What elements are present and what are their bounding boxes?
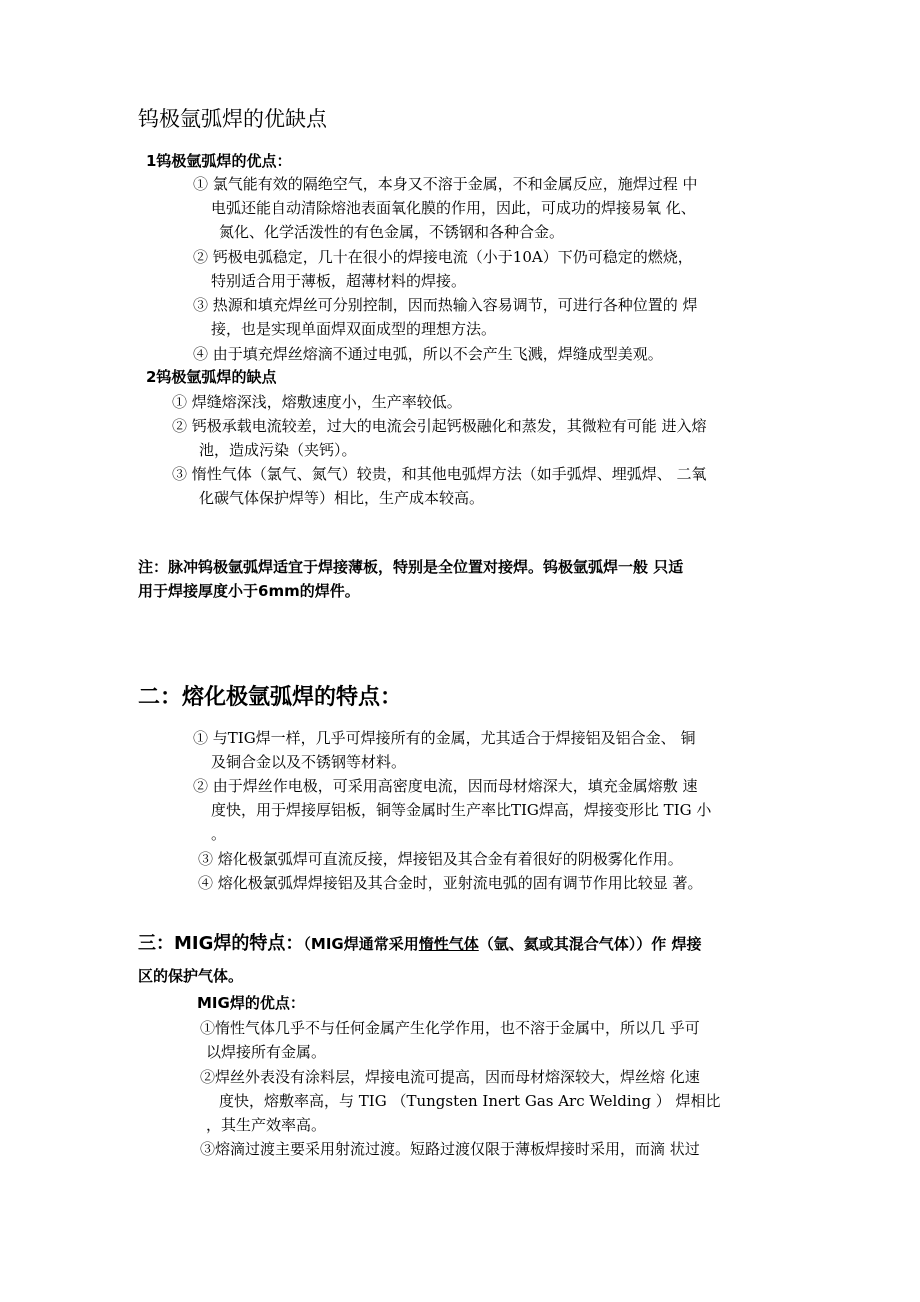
tig-dis-3-line-1: ③ 惰性气体（氯气、氮气）较贵，和其他电弧焊方法（如手弧焊、埋弧焊、 二氧 — [172, 465, 707, 483]
mig-adv-1-line-2: 以焊接所有金属。 — [206, 1043, 327, 1061]
mig-adv-1-line-1: ①惰性气体几乎不与任何金属产生化学作用，也不溶于金属中，所以几 乎可 — [200, 1019, 700, 1037]
tig-adv-4-line-1: ④ 由于填充焊丝熔滴不通过电弧，所以不会产生飞溅，焊缝成型美观。 — [193, 345, 663, 363]
mig-melt-1-line-1: ① 与TIG焊一样，几乎可焊接所有的金属，尤其适合于焊接铝及铝合金、 铜 — [193, 729, 696, 747]
tig-dis-3-line-2: 化碳气体保护焊等）相比，生产成本较高。 — [199, 489, 485, 507]
mig-melt-3-line-1: ③ 熔化极氯弧焊可直流反接，焊接铝及其合金有着很好的阴极雾化作用。 — [198, 850, 683, 868]
tig-adv-3-line-1: ③ 热源和填充焊丝可分别控制，因而热输入容易调节，可进行各种位置的 焊 — [193, 296, 698, 314]
mig-adv-3-line-1: ③熔滴过渡主要采用射流过渡。短路过渡仅限于薄板焊接时采用，而滴 状过 — [200, 1140, 700, 1158]
mig-title-main: 三：MIG焊的特点： — [138, 933, 304, 954]
mig-advantages-heading: MIG焊的优点： — [197, 994, 305, 1012]
tig-adv-2-line-2: 特别适合用于薄板，超薄材料的焊接。 — [211, 272, 467, 290]
mig-melt-2-line-1: ② 由于焊丝作电极，可采用高密度电流，因而母材熔深大，填充金属熔敷 速 — [193, 777, 698, 795]
tig-note-line-1: 注：脉冲钨极氩弧焊适宜于焊接薄板，特别是全位置对接焊。钨极氩弧焊一般 只适 — [138, 558, 684, 576]
tig-note-line-2: 用于焊接厚度小于6mm的焊件。 — [138, 582, 360, 600]
section-title-mig — [138, 929, 701, 955]
mig-adv-2-line-2: 度快，熔敷率高，与 TIG （Tungsten Inert Gas Arc Welding ） 焊相比 — [219, 1092, 721, 1110]
mig-title-prefix: （MIG焊通常采用 — [303, 935, 419, 953]
tig-adv-1-line-3: 氮化、化学活泼性的有色金属，不锈钢和各种合金。 — [219, 223, 565, 241]
tig-adv-1-line-2: 电弧还能自动清除熔池表面氧化膜的作用，因此，可成功的焊接易氧 化、 — [211, 199, 696, 217]
tig-adv-3-line-2: 接，也是实现单面焊双面成型的理想方法。 — [211, 320, 497, 338]
tig-adv-2-line-1: ② 钙极电弧稳定，几十在很小的焊接电流（小于10A）下仍可稳定的燃烧， — [193, 248, 693, 266]
mig-adv-2-line-3: ，其生产效率高。 — [206, 1116, 327, 1134]
tig-advantages-heading: 1钨极氩弧焊的优点： — [146, 152, 292, 170]
mig-melt-4-line-1: ④ 熔化极氯弧焊焊接铝及其合金时，亚射流电弧的固有调节作用比较显 著。 — [198, 874, 703, 892]
tig-dis-2-line-1: ② 钙极承载电流较差，过大的电流会引起钙极融化和蒸发，其微粒有可能 进入熔 — [172, 417, 707, 435]
tig-adv-1-line-1: ① 氯气能有效的隔绝空气，本身又不溶于金属，不和金属反应，施焊过程 中 — [193, 175, 698, 193]
mig-title-suffix: （氩、氦或其混合气体））作 焊接 — [478, 935, 702, 953]
inert-gas-link[interactable]: 惰性气体 — [418, 935, 479, 953]
mig-adv-2-line-1: ②焊丝外表没有涂料层，焊接电流可提高，因而母材熔深较大，焊丝熔 化速 — [200, 1068, 700, 1086]
tig-disadvantages-heading: 2钨极氩弧焊的缺点 — [146, 368, 277, 386]
mig-melt-1-line-2: 及铜合金以及不锈钢等材料。 — [211, 753, 407, 771]
mig-melt-2-line-2: 度快，用于焊接厚铝板，铜等金属时生产率比TIG焊高，焊接变形比 TIG 小 — [211, 801, 712, 819]
section-title-mig-melt: 二：熔化极氩弧焊的特点： — [138, 685, 403, 710]
section-title-tig: 钨极氩弧焊的优缺点 — [138, 107, 327, 131]
mig-title-continuation: 区的保护气体。 — [138, 967, 244, 985]
mig-melt-2-line-3: 。 — [211, 825, 227, 843]
tig-dis-1-line-1: ① 焊缝熔深浅，熔敷速度小，生产率较低。 — [172, 393, 462, 411]
tig-dis-2-line-2: 池，造成污染（夹钙）。 — [199, 441, 357, 459]
